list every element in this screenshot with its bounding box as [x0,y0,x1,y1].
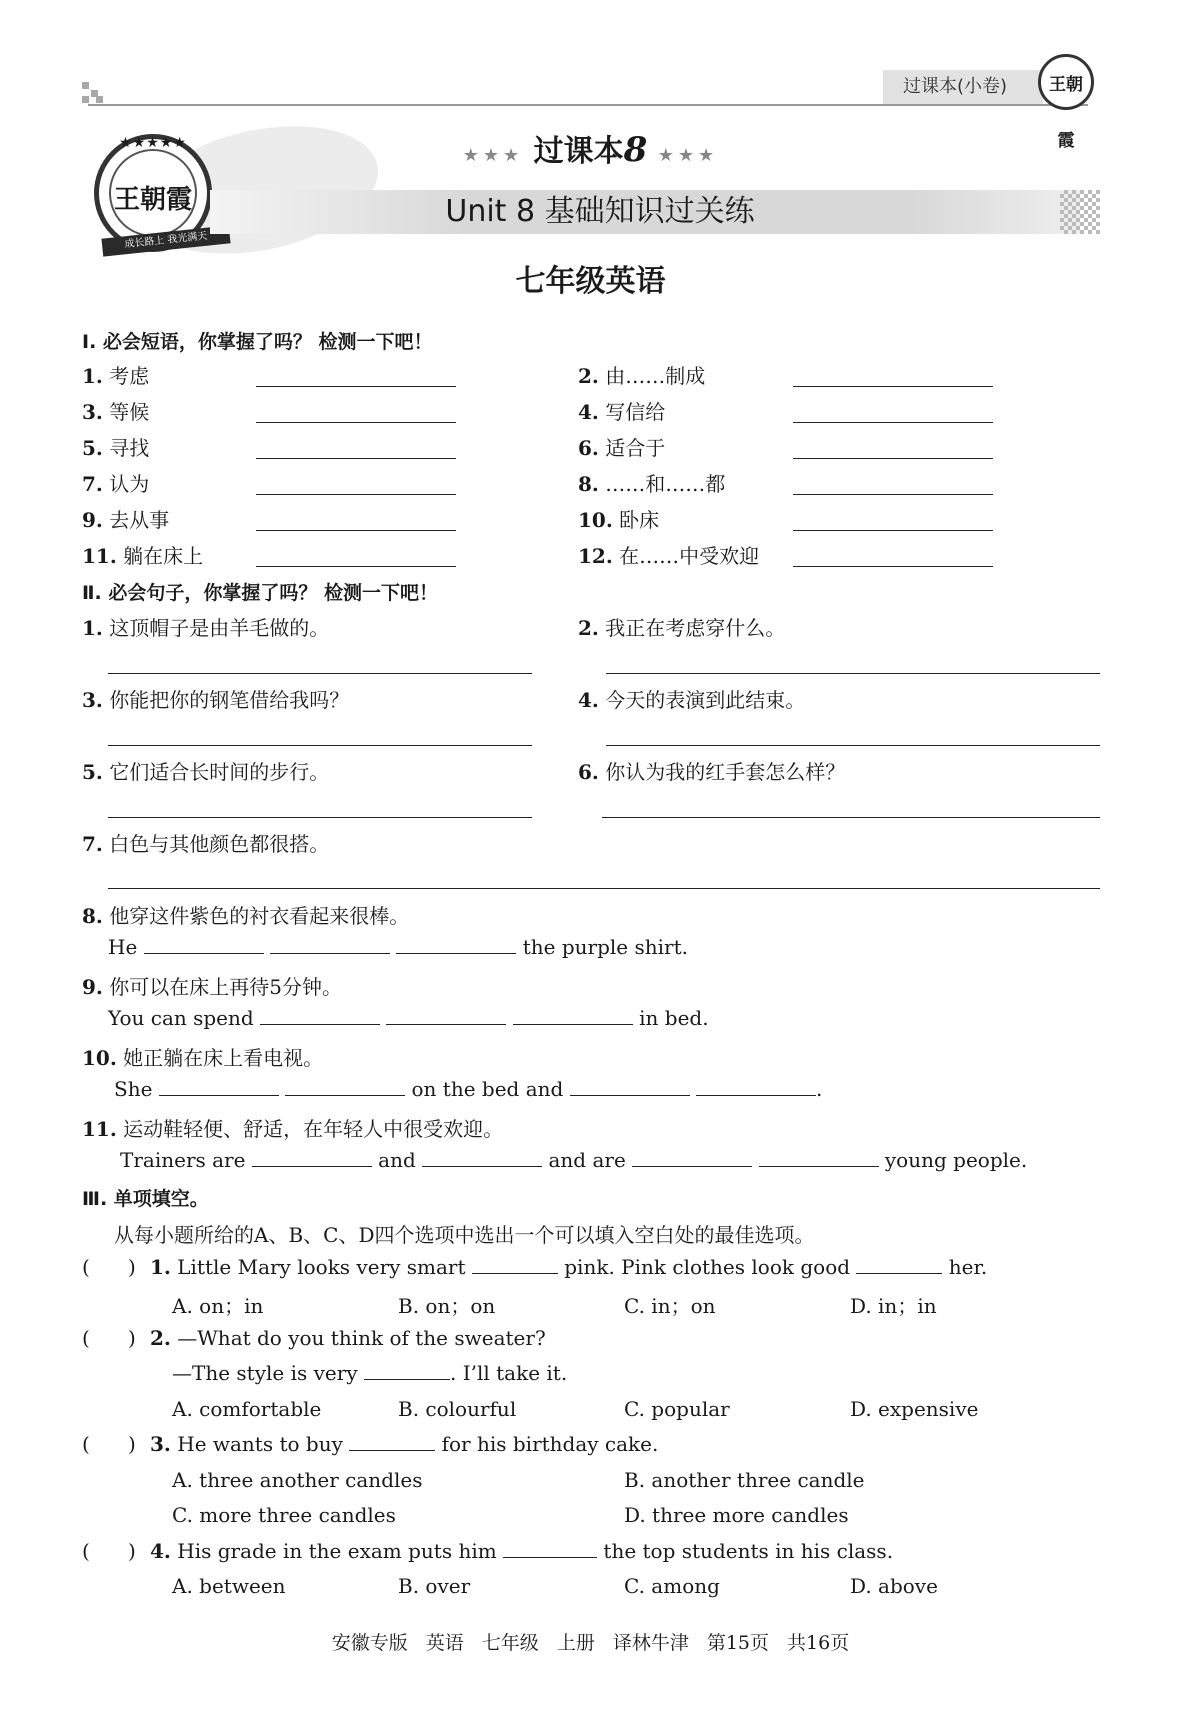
sentence-item: 1. 这顶帽子是由羊毛做的。 [82,616,330,640]
phrase-item: 4. 写信给 [578,400,666,424]
section3-heading: Ⅲ. 单项填空。 [82,1188,209,1210]
option-c: C. popular [624,1397,730,1421]
phrase-answer-blank[interactable] [256,494,456,495]
grade-title: 七年级英语 [515,264,666,299]
option-c: C. in；on [624,1294,716,1318]
sentence-item: 3. 你能把你的钢笔借给我吗？ [82,688,350,712]
answer-blank[interactable] [285,1077,405,1096]
option-a: A. three another candles [172,1468,423,1492]
answer-blank[interactable] [759,1148,879,1167]
sentence-answer-blank[interactable] [108,888,1100,889]
option-a: A. between [172,1574,286,1598]
phrase-item: 8. ……和……都 [578,472,726,496]
phrase-item: 5. 寻找 [82,436,150,460]
section1-heading: Ⅰ. 必会短语，你掌握了吗？ 检测一下吧！ [82,331,433,353]
option-b: B. over [398,1574,471,1598]
sentence-item: 7. 白色与其他颜色都很搭。 [82,832,330,856]
phrase-answer-blank[interactable] [793,458,993,459]
answer-paren[interactable]: ( ) [82,1255,136,1279]
sentence-answer-blank[interactable] [108,745,532,746]
fill-line-9: You can spend in bed. [108,1006,709,1030]
phrase-answer-blank[interactable] [256,422,456,423]
fill-item-9: 9. 你可以在床上再待5分钟。 [82,975,342,999]
section3-instruction: 从每小题所给的A、B、C、D四个选项中选出一个可以填入空白处的最佳选项。 [114,1223,815,1247]
brand-logo-small: 王朝霞 [1038,54,1094,110]
answer-blank[interactable] [260,1006,380,1025]
option-b: B. another three candle [624,1468,865,1492]
fill-item-11: 11. 运动鞋轻便、舒适，在年轻人中很受欢迎。 [82,1117,504,1141]
option-c: C. among [624,1574,720,1598]
answer-blank[interactable] [632,1148,752,1167]
phrase-item: 1. 考虑 [82,364,150,388]
logo-banner: 成长路上 我光满天 [101,225,230,256]
option-a: A. comfortable [172,1397,322,1421]
phrase-answer-blank[interactable] [256,530,456,531]
sentence-answer-blank[interactable] [602,817,1100,818]
sentence-answer-blank[interactable] [606,673,1100,674]
answer-blank[interactable] [386,1006,506,1025]
sentence-answer-blank[interactable] [108,673,532,674]
option-a: A. on；in [172,1294,264,1318]
option-d: D. in；in [850,1294,937,1318]
option-b: B. on；on [398,1294,496,1318]
option-c: C. more three candles [172,1503,396,1527]
answer-blank[interactable] [396,935,516,954]
checker-decoration [1060,190,1100,234]
phrase-item: 3. 等候 [82,400,150,424]
sentence-item: 6. 你认为我的红手套怎么样？ [578,760,846,784]
phrase-answer-blank[interactable] [256,386,456,387]
unit-title: Unit 8 基础知识过关练 [445,194,755,229]
page-footer: 安徽专版 英语 七年级 上册 译林牛津 第15页 共16页 [331,1632,850,1654]
option-d: D. above [850,1574,938,1598]
sentence-answer-blank[interactable] [606,745,1100,746]
sentence-item: 5. 它们适合长时间的步行。 [82,760,330,784]
answer-blank[interactable] [503,1539,597,1558]
option-d: D. expensive [850,1397,979,1421]
phrase-item: 2. 由……制成 [578,364,706,388]
phrase-item: 6. 适合于 [578,436,666,460]
option-d: D. three more candles [624,1503,849,1527]
answer-blank[interactable] [472,1255,558,1274]
answer-paren[interactable]: ( ) [82,1539,136,1563]
answer-blank[interactable] [144,935,264,954]
phrase-answer-blank[interactable] [793,494,993,495]
answer-blank[interactable] [270,935,390,954]
mc-question-1: 1. Little Mary looks very smart pink. Pink clothes look good her. [150,1255,988,1279]
phrase-item: 7. 认为 [82,472,150,496]
answer-blank[interactable] [252,1148,372,1167]
phrase-answer-blank[interactable] [793,530,993,531]
phrase-item: 10. 卧床 [578,508,660,532]
fill-item-8: 8. 他穿这件紫色的衬衣看起来很棒。 [82,904,410,928]
fill-line-10: She on the bed and . [114,1077,823,1101]
phrase-item: 11. 躺在床上 [82,544,204,568]
phrase-answer-blank[interactable] [793,422,993,423]
sentence-answer-blank[interactable] [108,817,532,818]
mc-question-2: 2. —What do you think of the sweater? [150,1326,546,1350]
answer-blank[interactable] [364,1361,450,1380]
phrase-answer-blank[interactable] [793,386,993,387]
phrase-answer-blank[interactable] [256,566,456,567]
answer-blank[interactable] [422,1148,542,1167]
header-rule [88,104,1088,106]
mc-question-2-line2: —The style is very . I’ll take it. [172,1361,568,1385]
answer-blank[interactable] [349,1432,435,1451]
phrase-item: 9. 去从事 [82,508,170,532]
phrase-answer-blank[interactable] [793,566,993,567]
mc-question-4: 4. His grade in the exam puts him the top students in his class. [150,1539,894,1563]
sentence-item: 4. 今天的表演到此结束。 [578,688,806,712]
sentence-item: 2. 我正在考虑穿什么。 [578,616,786,640]
section2-heading: Ⅱ. 必会句子，你掌握了吗？ 检测一下吧！ [82,582,438,604]
fill-item-10: 10. 她正躺在床上看电视。 [82,1046,324,1070]
answer-paren[interactable]: ( ) [82,1432,136,1456]
logo-badge: ★★★★★ 王朝霞 [94,134,212,252]
answer-blank[interactable] [159,1077,279,1096]
answer-blank[interactable] [513,1006,633,1025]
answer-paren[interactable]: ( ) [82,1326,136,1350]
phrase-answer-blank[interactable] [256,458,456,459]
mc-question-3: 3. He wants to buy for his birthday cake. [150,1432,659,1456]
fill-line-8: He the purple shirt. [108,935,688,959]
phrase-item: 12. 在……中受欢迎 [578,544,760,568]
option-b: B. colourful [398,1397,517,1421]
page-title: ★★★ 过课本8 ★★★ [462,130,719,170]
logo-stars-icon: ★★★★★ [119,135,187,151]
answer-blank[interactable] [696,1077,816,1096]
header-tag: 过课本(小卷) [883,70,1043,104]
fill-line-11: Trainers are and and are young people. [120,1148,1028,1172]
answer-blank[interactable] [570,1077,690,1096]
answer-blank[interactable] [856,1255,942,1274]
